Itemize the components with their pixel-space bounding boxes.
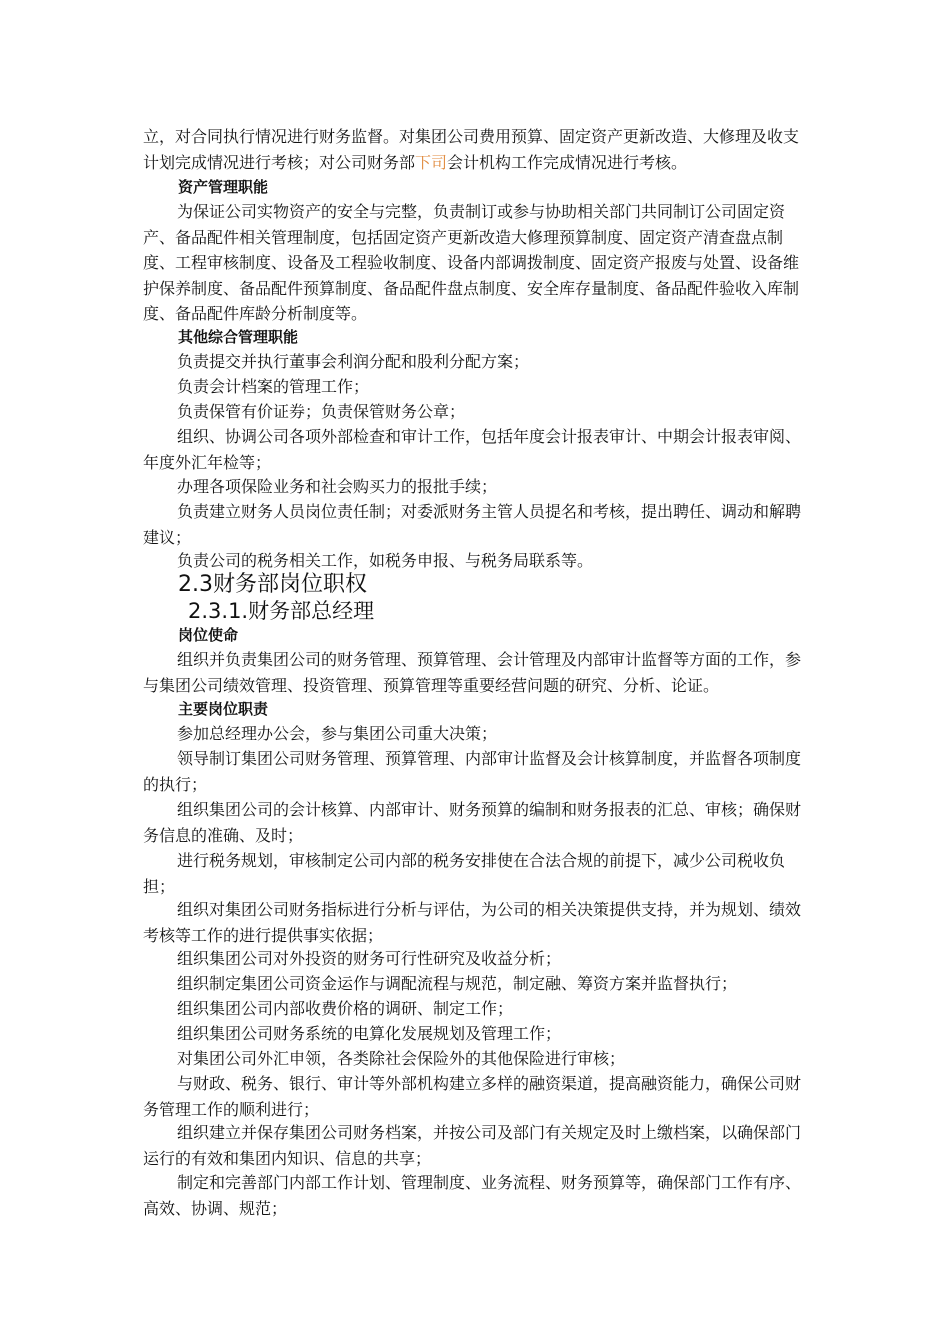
duty-item: 参加总经理办公会，参与集团公司重大决策；	[177, 724, 498, 743]
duties-heading: 主要岗位职责	[178, 700, 269, 718]
intro-text: 立，对合同执行情况进行财务监督。对集团公司费用预算、固定资产更新改造、大修理及收支计划完成情况进行考核；对公司财务部	[143, 127, 800, 172]
asset-mgmt-heading: 资产管理职能	[178, 178, 269, 196]
duty-item: 组织集团公司内部收费价格的调研、制定工作；	[177, 999, 514, 1018]
other-mgmt-item: 负责公司的税务相关工作，如税务申报、与税务局联系等。	[177, 551, 594, 570]
duty-item: 组织对集团公司财务指标进行分析与评估，为公司的相关决策提供支持，并为规划、绩效考核等工作的进行提供事实依据；	[143, 900, 802, 945]
other-mgmt-item: 负责建立财务人员岗位责任制；对委派财务主管人员提名和考核，提出聘任、调动和解聘建议；	[143, 502, 802, 547]
intro-text-end: 会计机构工作完成情况进行考核。	[447, 152, 688, 172]
duty-item: 与财政、税务、银行、审计等外部机构建立多样的融资渠道，提高融资能力，确保公司财务管理工作的顺利进行；	[143, 1074, 802, 1119]
duty-item: 进行税务规划，审核制定公司内部的税务安排使在合法合规的前提下，减少公司税收负担；	[143, 851, 786, 896]
other-mgmt-item: 负责提交并执行董事会利润分配和股利分配方案；	[177, 352, 530, 371]
duty-item: 组织集团公司的会计核算、内部审计、财务预算的编制和财务报表的汇总、审核；确保财务信息的准确、及时；	[143, 800, 802, 845]
duty-item: 组织制定集团公司资金运作与调配流程与规范，制定融、筹资方案并监督执行；	[177, 974, 738, 993]
other-mgmt-item: 负责会计档案的管理工作；	[177, 377, 370, 396]
duty-item: 组织建立并保存集团公司财务档案，并按公司及部门有关规定及时上缴档案，以确保部门运行的有效和集团内知识、信息的共享；	[143, 1123, 802, 1168]
section-title: 2.3财务部岗位职权	[178, 572, 367, 597]
duty-item: 领导制订集团公司财务管理、预算管理、内部审计监督及会计核算制度，并监督各项制度的执行；	[143, 749, 802, 794]
mission-heading: 岗位使命	[178, 626, 239, 644]
other-mgmt-item: 组织、协调公司各项外部检查和审计工作，包括年度会计报表审计、中期会计报表审阅、年度外汇年检等；	[143, 427, 802, 472]
other-mgmt-item: 负责保管有价证券；负责保管财务公章；	[177, 402, 466, 421]
other-mgmt-item: 办理各项保险业务和社会购买力的报批手续；	[177, 477, 498, 496]
highlighted-term: 下司	[415, 152, 448, 172]
mission-paragraph: 组织并负责集团公司的财务管理、预算管理、会计管理及内部审计监督等方面的工作，参与集团公司绩效管理、投资管理、预算管理等重要经营问题的研究、分析、论证。	[143, 650, 802, 695]
intro-paragraph	[143, 124, 810, 175]
asset-mgmt-paragraph: 为保证公司实物资产的安全与完整，负责制订或参与协助相关部门共同制订公司固定资产、备品配件相关管理制度，包括固定资产更新改造大修理预算制度、固定资产清查盘点制度、工程审核制度、设备及工程验收制度、设备内部调拨制度、固定资产报废与处置、设备维护保养制度、备品配件预算制度、备品配件盘点制度、安全库存量制度、备品配件验收入库制度、备品配件库龄分析制度等。	[143, 202, 800, 323]
other-mgmt-heading: 其他综合管理职能	[178, 328, 299, 346]
duty-item: 组织集团公司对外投资的财务可行性研究及收益分析；	[177, 949, 562, 968]
duty-item: 制定和完善部门内部工作计划、管理制度、业务流程、财务预算等，确保部门工作有序、高效、协调、规范；	[143, 1173, 802, 1218]
duty-item: 组织集团公司财务系统的电算化发展规划及管理工作；	[177, 1024, 562, 1043]
duty-item: 对集团公司外汇申领，各类除社会保险外的其他保险进行审核；	[177, 1049, 626, 1068]
section-subtitle: 2.3.1.财务部总经理	[188, 599, 375, 623]
